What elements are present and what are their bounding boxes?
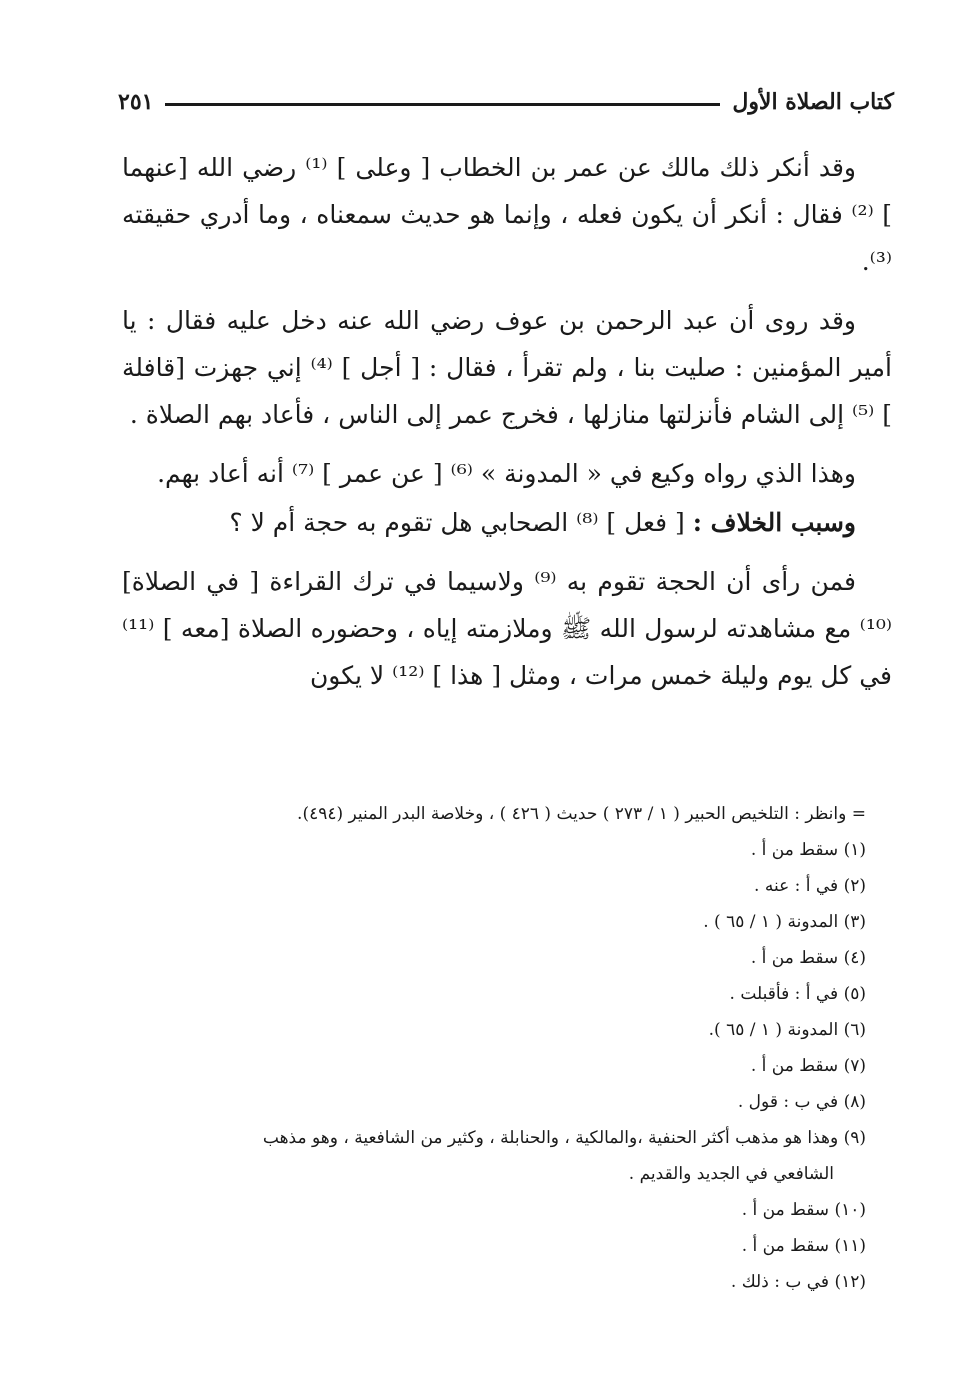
footnote-10: (١٠) سقط من أ .	[741, 1200, 866, 1220]
footnote-12: (١٢) في ب : ذلك .	[730, 1272, 866, 1292]
cause-of-dispute-heading: وسبب الخلاف :	[692, 508, 856, 537]
main-text	[122, 144, 892, 711]
header-rule	[165, 103, 720, 106]
page-header	[118, 84, 894, 120]
paragraph-4	[122, 499, 892, 546]
running-title: كتاب الصلاة الأول	[732, 89, 894, 115]
footnote-8: (٨) في ب : قول .	[737, 1092, 866, 1112]
page-number: ٢٥١	[118, 89, 154, 115]
paragraph-1: وقد أنكر ذلك مالك عن عمر بن الخطاب [ وعلى ] ⁽¹⁾ رضي الله [عنهما ] ⁽²⁾ فقال : أنكر أن يكون فعله ، وإنما هو حديث سمعناه ، وما أدري حقيقته ⁽³⁾.	[122, 153, 893, 276]
footnote-continuation: = وانظر : التلخيص الحبير ( ١ / ٢٧٣ ) حديث ( ٤٢٦ ) ، وخلاصة البدر المنير (٤٩٤).	[297, 804, 866, 824]
footnote-9: (٩) وهذا هو مذهب أكثر الحنفية ،والمالكية ، والحنابلة ، وكثير من الشافعية ، وهو مذهب	[262, 1128, 866, 1148]
footnote-1: (١) سقط من أ .	[750, 840, 866, 860]
footnote-6: (٦) المدونة ( ١ / ٦٥ ).	[708, 1020, 866, 1040]
footnote-4: (٤) سقط من أ .	[750, 948, 866, 968]
paragraph-3: وهذا الذي رواه وكيع في « المدونة » ⁽⁶⁾ [ عن عمر ] ⁽⁷⁾ أنه أعاد بهم.	[157, 459, 856, 488]
paragraph-5: فمن رأى أن الحجة تقوم به ⁽⁹⁾ ولاسيما في ترك القراءة [ في الصلاة]⁽¹⁰⁾ مع مشاهدته لرسول الله ﷺ وملازمته إياه ، وحضوره الصلاة [معه ] ⁽¹¹⁾ في كل يوم وليلة خمس مرات ، ومثل [ هذا ] ⁽¹²⁾ لا يكون	[122, 567, 892, 690]
paragraph-4-text: [ فعل ] ⁽⁸⁾ الصحابي هل تقوم به حجة أم لا ؟	[229, 508, 693, 537]
footnote-5: (٥) في أ : فأقبلت .	[729, 984, 866, 1004]
footnotes	[118, 796, 894, 1300]
footnote-3: (٣) المدونة ( ١ / ٦٥ ) .	[703, 912, 866, 932]
paragraph-2: وقد روى أن عبد الرحمن بن عوف رضي الله عنه دخل عليه فقال : يا أمير المؤمنين : صليت بنا ، ولم تقرأ ، فقال : [ أجل ] ⁽⁴⁾ إني جهزت [قافلة ] ⁽⁵⁾ إلى الشام فأنزلتها منازلها ، فخرج عمر إلى الناس ، فأعاد بهم الصلاة .	[122, 306, 892, 429]
footnote-2: (٢) في أ : عنه .	[754, 876, 866, 896]
footnote-9-continued: الشافعي في الجديد والقديم .	[628, 1164, 834, 1184]
footnote-11: (١١) سقط من أ .	[741, 1236, 866, 1256]
footnote-7: (٧) سقط من أ .	[750, 1056, 866, 1076]
